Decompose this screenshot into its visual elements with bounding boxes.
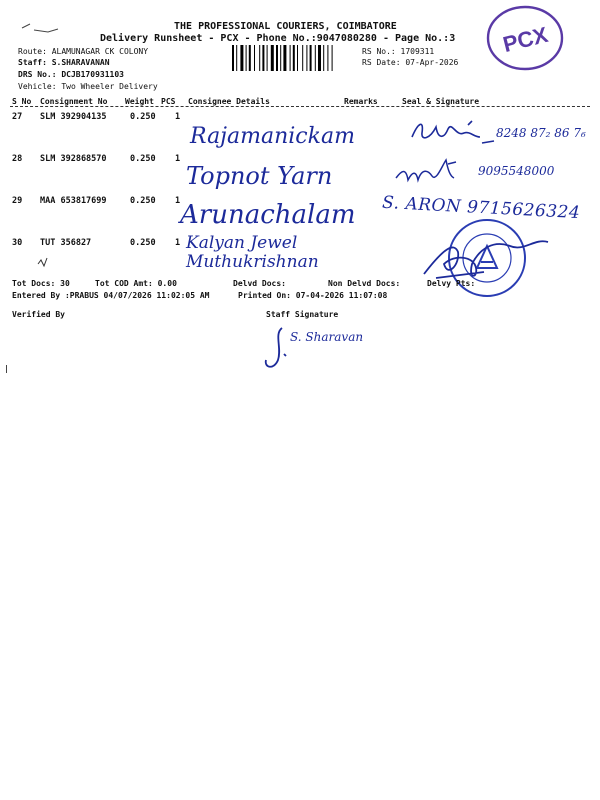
staff-signature-text: S. Sharavan (290, 330, 364, 344)
barcode-bar (306, 45, 307, 71)
barcode-bar (323, 45, 324, 71)
contact-phone-handwritten: 9095548000 (478, 164, 555, 178)
barcode-bar (302, 45, 303, 71)
row-weight: 0.250 (130, 196, 156, 206)
staff-label: Staff: S.SHARAVANAN (18, 58, 110, 67)
col-consignee: Consignee Details (188, 97, 270, 106)
recipient-signature (392, 156, 472, 190)
contact-phone-handwritten: 8248 87₂ 86 7₆ (496, 126, 586, 140)
barcode-bar (232, 45, 234, 71)
barcode-bar (276, 45, 278, 71)
margin-tick (6, 365, 7, 373)
rs-date-label: RS Date: 07-Apr-2026 (362, 58, 459, 67)
barcode-bar (240, 45, 243, 71)
row-consignment: SLM 392904135 (40, 112, 107, 122)
header-divider (10, 106, 590, 107)
recipient-signature (408, 115, 498, 151)
consignee-name-handwritten: Arunachalam (180, 200, 356, 230)
delivered-docs: Delvd Docs: (233, 279, 286, 288)
route-label: Route: ALAMUNAGAR CK COLONY (18, 47, 149, 56)
pcx-stamp-text: PCX (500, 21, 551, 58)
col-sno: S No (12, 97, 32, 106)
row-consignment: TUT 356827 (40, 238, 92, 248)
barcode-bar (280, 45, 281, 71)
vehicle-label: Vehicle: Two Wheeler Delivery (18, 82, 158, 91)
printed-on: Printed On: 07-04-2026 11:07:08 (238, 291, 388, 300)
row-sno: 29 (12, 196, 23, 206)
barcode-bar (283, 45, 286, 71)
row-sno: 27 (12, 112, 23, 122)
rs-no-label: RS No.: 1709311 (362, 47, 435, 56)
barcode-bar (332, 45, 333, 71)
company-title: THE PROFESSIONAL COURIERS, COIMBATORE (174, 21, 397, 32)
row-weight: 0.250 (130, 112, 156, 122)
entered-by: Entered By :PRABUS 04/07/2026 11:02:05 AM (12, 291, 210, 300)
col-pcs: PCS (161, 97, 176, 106)
verified-by-label: Verified By (12, 310, 65, 319)
col-seal: Seal & Signature (402, 97, 480, 106)
staff-signature-label: Staff Signature (266, 310, 339, 319)
barcode-bar (293, 45, 295, 71)
margin-mark (36, 254, 50, 270)
top-scribble (20, 20, 60, 34)
barcode-bar (262, 45, 264, 71)
barcode-bar (246, 45, 247, 71)
barcode-bar (236, 45, 237, 71)
row-consignment: MAA 653817699 (40, 196, 107, 206)
col-weight: Weight (125, 97, 154, 106)
consignee-name-handwritten: Topnot Yarn (186, 162, 333, 190)
col-consignment: Consignment No (40, 97, 108, 106)
total-docs: Tot Docs: 30 (12, 279, 70, 288)
staff-signature-mark (260, 324, 300, 374)
row-weight: 0.250 (130, 238, 156, 248)
row-sno: 28 (12, 154, 23, 164)
barcode-bar (297, 45, 298, 71)
total-cod-amount: Tot COD Amt: 0.00 (95, 279, 177, 288)
barcode-bar (315, 45, 316, 71)
row-pcs: 1 (175, 196, 181, 206)
barcode-bar (259, 45, 260, 71)
row-weight: 0.250 (130, 154, 156, 164)
row-consignment: SLM 392868570 (40, 154, 107, 164)
non-delivered-docs: Non Delvd Docs: (328, 279, 401, 288)
delivery-points: Delvy Pts: (427, 279, 476, 288)
pcx-stamp (485, 4, 565, 72)
barcode-bar (290, 45, 291, 71)
barcode-bar (327, 45, 328, 71)
row-sno: 30 (12, 238, 23, 248)
consignee-name-handwritten: Rajamanickam (190, 124, 355, 149)
row-pcs: 1 (175, 238, 181, 248)
drs-label: DRS No.: DCJB170931103 (18, 70, 124, 79)
consignee-name-handwritten: Kalyan Jewel Muthukrishnan (186, 233, 319, 272)
runsheet-subtitle: Delivery Runsheet - PCX - Phone No.:9047080280 - Page No.:3 (100, 33, 456, 44)
contact-phone-handwritten: S. ARON 9715626324 (381, 192, 581, 224)
col-remarks: Remarks (344, 97, 378, 106)
row-pcs: 1 (175, 154, 181, 164)
barcode-bar (254, 45, 255, 71)
barcode-bar (267, 45, 268, 71)
barcode-bar (310, 45, 312, 71)
barcode (232, 45, 356, 71)
barcode-bar (318, 45, 321, 71)
barcode-bar (271, 45, 274, 71)
row-pcs: 1 (175, 112, 181, 122)
barcode-bar (249, 45, 251, 71)
